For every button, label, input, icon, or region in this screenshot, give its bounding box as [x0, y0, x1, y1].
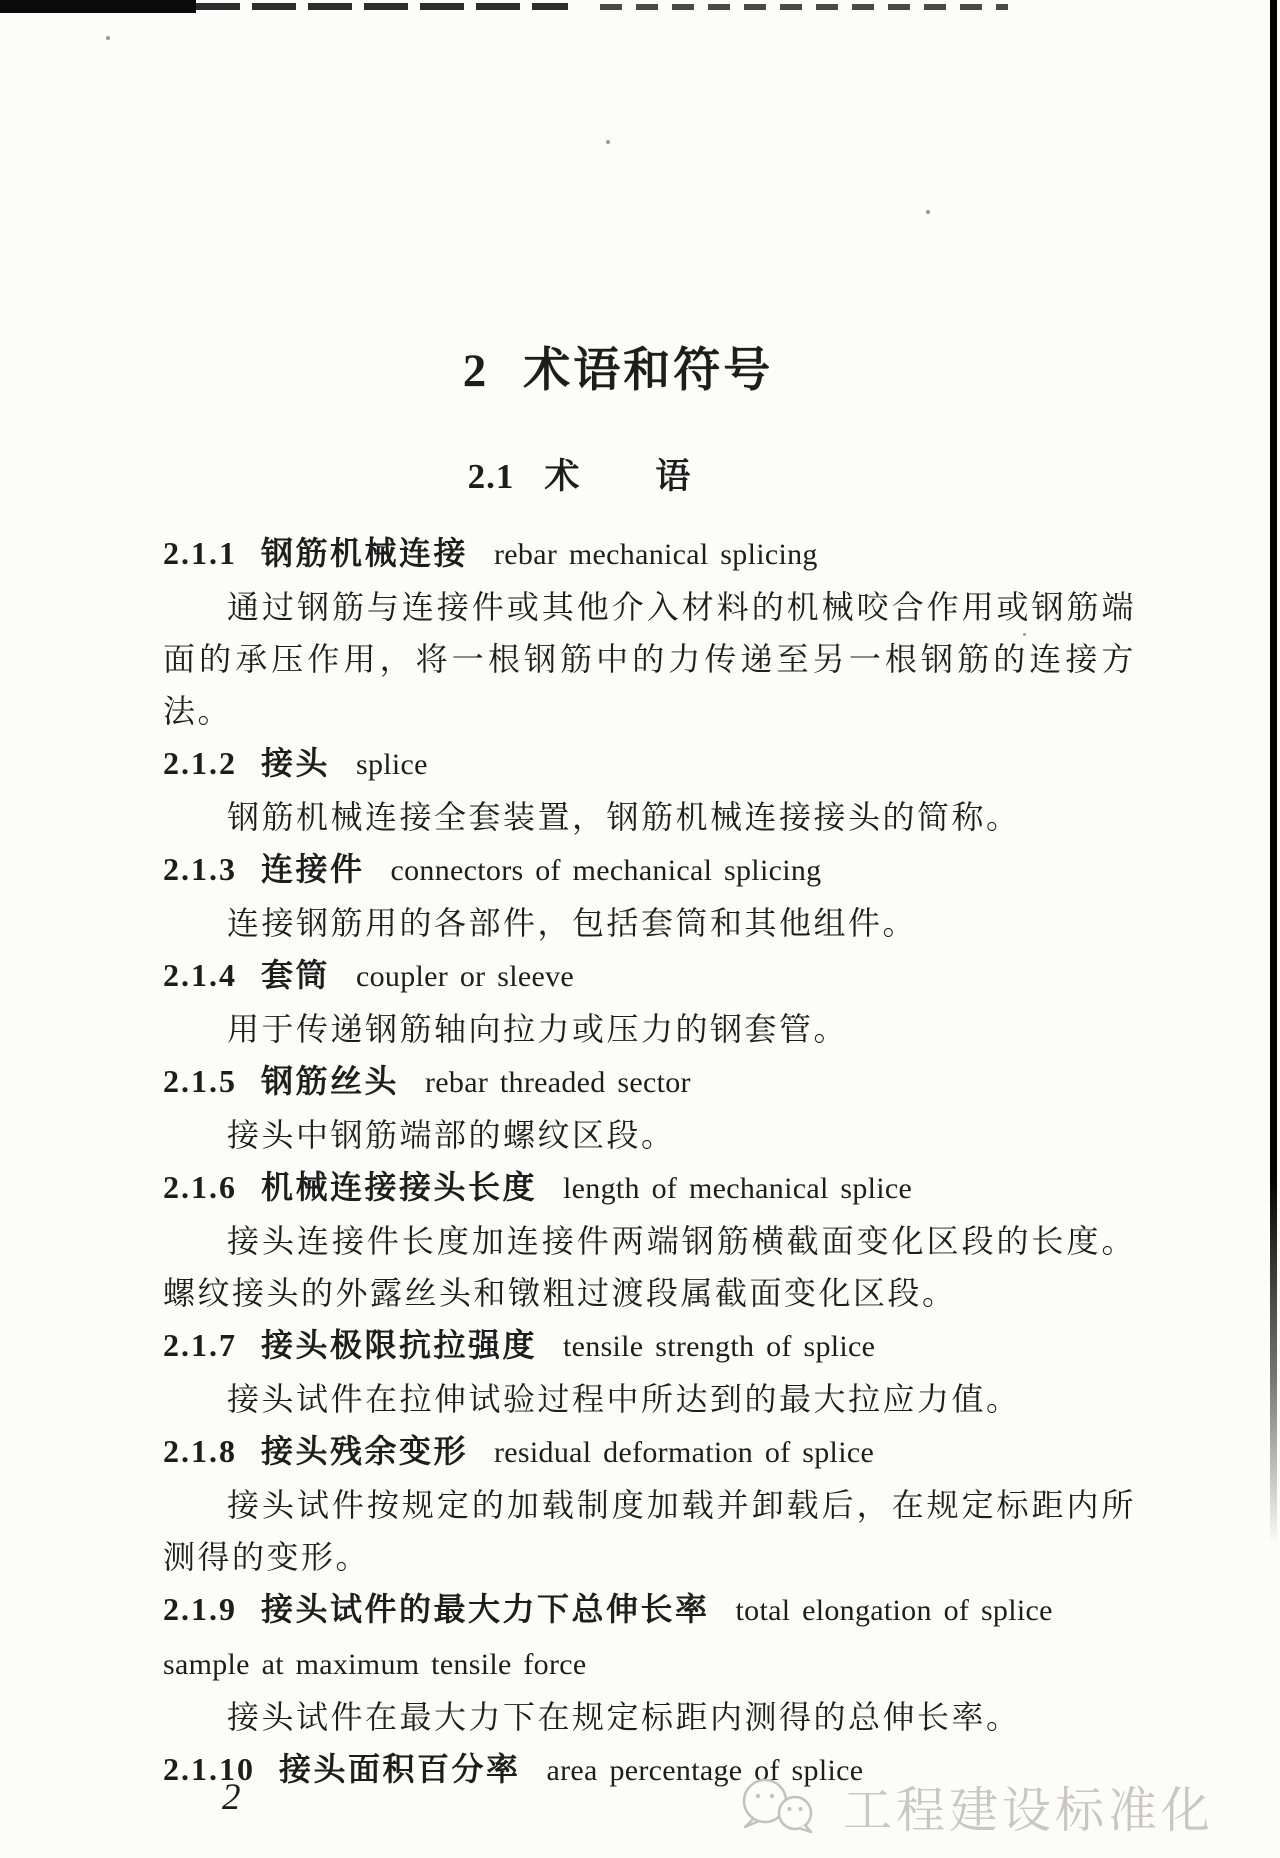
term-entry: [163, 1583, 1136, 1743]
term-name-zh: 接头极限抗拉强度: [261, 1327, 538, 1363]
term-definition: 接头连接件长度加连接件两端钢筋横截面变化区段的长度。螺纹接头的外露丝头和镦粗过渡段属截面变化区段。: [163, 1223, 1136, 1311]
term-heading: [163, 1425, 1136, 1479]
term-name-zh: 连接件: [261, 851, 365, 887]
term-number: 2.1.9: [163, 1591, 237, 1627]
term-name-en: length of mechanical splice: [563, 1172, 913, 1205]
term-name-zh: 接头试件的最大力下总伸长率: [261, 1591, 710, 1627]
scan-artifact-top-dashes-2: [600, 4, 1008, 10]
term-name-en: coupler or sleeve: [356, 960, 575, 993]
chapter-heading: [0, 333, 1258, 400]
term-entry: [163, 527, 1136, 737]
term-number: 2.1.2: [163, 745, 237, 781]
term-definition: 接头试件按规定的加载制度加载并卸载后，在规定标距内所测得的变形。: [163, 1487, 1136, 1575]
term-heading: [163, 949, 1136, 1003]
term-heading: [163, 737, 1136, 791]
section-heading: [0, 449, 1220, 499]
term-number: 2.1.1: [163, 535, 237, 571]
page-number: 2: [222, 1777, 241, 1818]
term-heading: [163, 843, 1136, 897]
term-name-en: connectors of mechanical splicing: [390, 854, 822, 887]
watermark: [733, 1772, 1214, 1842]
term-name-en: splice: [356, 748, 428, 781]
term-number: 2.1.7: [163, 1327, 237, 1363]
term-entry: [163, 843, 1136, 949]
scan-speck: [106, 36, 110, 40]
term-entry: [163, 1425, 1136, 1583]
term-heading: [163, 1055, 1136, 1109]
term-heading: [163, 1319, 1136, 1373]
section-title: 术 语: [544, 457, 693, 496]
term-definition: 连接钢筋用的各部件，包括套筒和其他组件。: [227, 905, 918, 941]
term-definition: 接头试件在最大力下在规定标距内测得的总伸长率。: [227, 1699, 1021, 1735]
term-name-zh: 接头残余变形: [261, 1433, 469, 1469]
scan-speck: [606, 140, 610, 144]
term-name-zh: 套筒: [261, 957, 331, 993]
term-name-en: rebar threaded sector: [425, 1066, 691, 1099]
term-name-en: total elongation of splice sample at maximum tensile force: [163, 1594, 1053, 1681]
term-name-zh: 机械连接接头长度: [261, 1169, 538, 1205]
term-definition: 接头试件在拉伸试验过程中所达到的最大拉应力值。: [227, 1381, 1021, 1417]
term-definition: 钢筋机械连接全套装置，钢筋机械连接接头的简称。: [227, 799, 1021, 835]
chapter-number: 2: [462, 345, 490, 397]
term-entry: [163, 949, 1136, 1055]
term-heading: [163, 527, 1136, 581]
term-name-zh: 接头面积百分率: [279, 1751, 521, 1787]
term-number: 2.1.8: [163, 1433, 237, 1469]
term-definition: 用于传递钢筋轴向拉力或压力的钢套管。: [227, 1011, 849, 1047]
term-name-zh: 接头: [261, 745, 331, 781]
term-entry: [163, 1161, 1136, 1319]
terms-list: [163, 527, 1136, 1797]
term-number: 2.1.6: [163, 1169, 237, 1205]
term-entry: [163, 737, 1136, 843]
term-definition: 接头中钢筋端部的螺纹区段。: [227, 1117, 676, 1153]
scan-speck: [926, 210, 930, 214]
term-number: 2.1.4: [163, 957, 237, 993]
term-name-en: tensile strength of splice: [563, 1330, 876, 1363]
term-number: 2.1.10: [163, 1751, 255, 1787]
watermark-text: 工程建设标准化: [843, 1784, 1215, 1838]
term-entry: [163, 1319, 1136, 1425]
term-name-zh: 钢筋丝头: [261, 1063, 400, 1099]
scan-artifact-right-edge: [1270, 0, 1277, 1545]
term-name-zh: 钢筋机械连接: [261, 535, 469, 571]
term-heading: [163, 1583, 1136, 1691]
term-number: 2.1.5: [163, 1063, 237, 1099]
term-definition: 通过钢筋与连接件或其他介入材料的机械咬合作用或钢筋端面的承压作用，将一根钢筋中的力传递至另一根钢筋的连接方法。: [163, 589, 1136, 729]
chapter-title: 术语和符号: [523, 345, 774, 397]
term-entry: [163, 1055, 1136, 1161]
scan-artifact-top-bar: [0, 0, 196, 13]
wechat-logo-icon: [733, 1775, 833, 1839]
term-name-en: rebar mechanical splicing: [494, 538, 818, 571]
section-number: 2.1: [467, 457, 515, 496]
term-name-en: residual deformation of splice: [494, 1436, 875, 1469]
term-number: 2.1.3: [163, 851, 237, 887]
term-name-en: area percentage of splice: [546, 1754, 864, 1787]
term-heading: [163, 1161, 1136, 1215]
scan-artifact-top-dashes: [196, 3, 568, 10]
